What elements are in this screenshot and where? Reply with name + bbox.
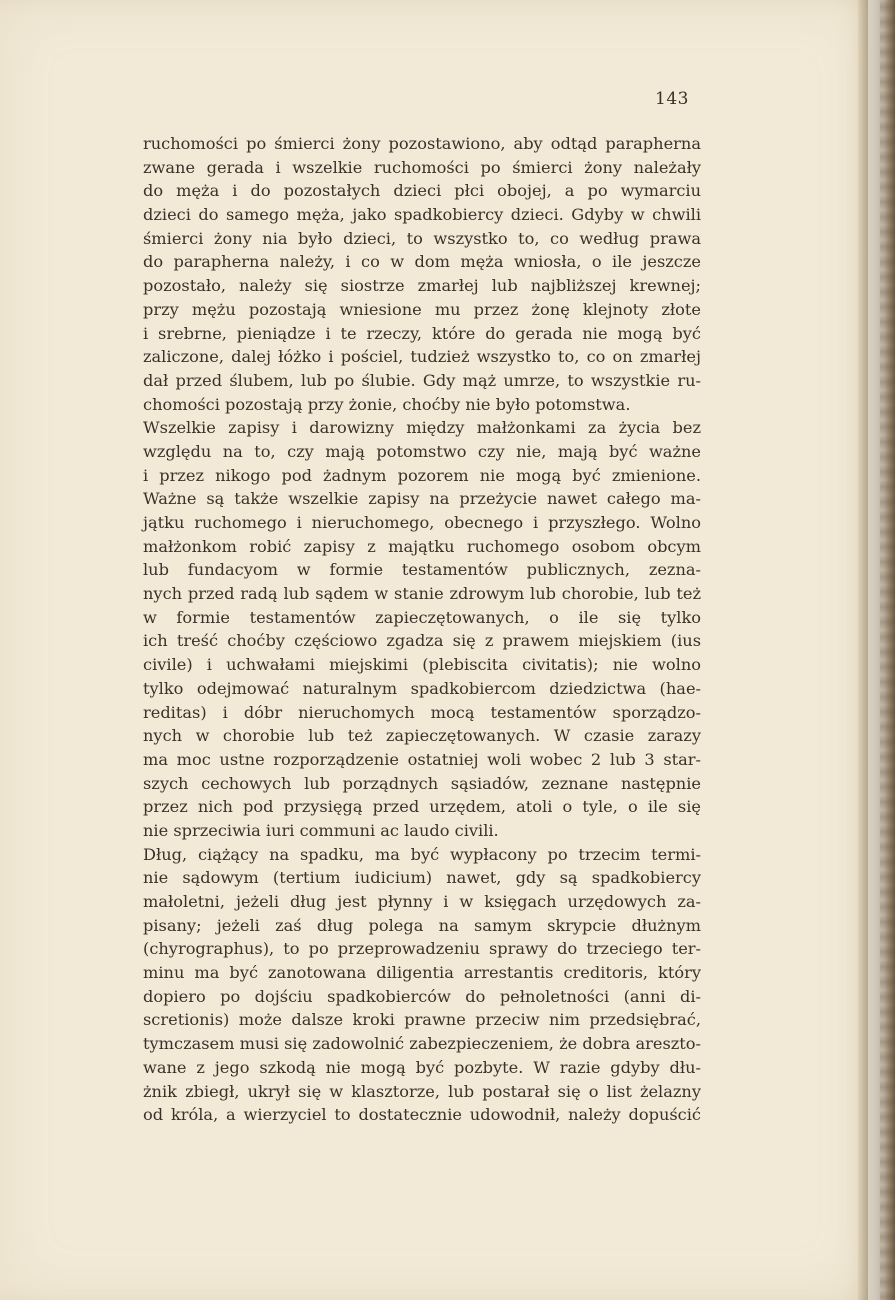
text-line: wane z jego szkodą nie mogą być pozbyte. W razie gdyby dłu- [143, 1057, 701, 1077]
text-line: śmierci żony nia było dzieci, to wszystko to, co według prawa [143, 228, 701, 248]
text-line: dał przed ślubem, lub po ślubie. Gdy mąż umrze, to wszystkie ru- [143, 370, 701, 390]
text-line: nie sprzeciwia iuri communi ac laudo civili. [143, 820, 499, 840]
text-line: jątku ruchomego i nieruchomego, obecnego i przyszłego. Wolno [143, 513, 701, 532]
text-line: małżonkom robić zapisy z majątku ruchomego osobom obcym [143, 536, 701, 556]
text-line: żnik zbiegł, ukrył się w klasztorze, lub postarał się o list żelazny [143, 1081, 701, 1101]
text-line: w formie testamentów zapieczętowanych, o ile się tylko [143, 607, 701, 627]
text-line: małoletni, jeżeli dług jest płynny i w księgach urzędowych za- [143, 892, 701, 911]
text-line: civile) i uchwałami miejskimi (plebiscita civitatis); nie wolno [143, 655, 701, 675]
text-line: względu na to, czy mają potomstwo czy nie, mają być ważne [143, 441, 701, 461]
binding-torn-edge [880, 0, 895, 1300]
text-line: reditas) i dóbr nieruchomych mocą testamentów sporządzo- [143, 702, 701, 722]
text-line: (chyrographus), to po przeprowadzeniu sprawy do trzeciego ter- [143, 939, 701, 959]
text-line: do parapherna należy, i co w dom męża wniosła, o ile jeszcze [143, 252, 701, 272]
text-line: chomości pozostają przy żonie, choćby nie było potomstwa. [143, 394, 631, 414]
text-line: zwane gerada i wszelkie ruchomości po śmierci żony należały [143, 157, 701, 177]
text-line: Wszelkie zapisy i darowizny między małżonkami za życia bez [143, 418, 701, 438]
text-line: scretionis) może dalsze kroki prawne przeciw nim przedsiębrać, [143, 1010, 701, 1030]
text-line: pisany; jeżeli zaś dług polega na samym skrypcie dłużnym [143, 915, 701, 935]
page-number: 143 [655, 89, 689, 109]
text-line: ruchomości po śmierci żony pozostawiono, aby odtąd parapherna [143, 134, 701, 153]
text-line: nie sądowym (tertium iudicium) nawet, gdy są spadkobiercy [143, 868, 701, 888]
text-line: pozostało, należy się siostrze zmarłej lub najbliższej krewnej; [143, 276, 701, 296]
text-line: zaliczone, dalej łóżko i pościel, tudzież wszystko to, co on zmarłej [143, 347, 701, 367]
text-line: do męża i do pozostałych dzieci płci obojej, a po wymarciu [143, 181, 701, 201]
text-line: ma moc ustne rozporządzenie ostatniej woli wobec 2 lub 3 star- [143, 749, 701, 769]
text-line: tymczasem musi się zadowolnić zabezpieczeniem, że dobra aresztо- [143, 1034, 701, 1054]
text-line: ich treść choćby częściowo zgadza się z prawem miejskiem (ius [143, 631, 701, 651]
text-line: minu ma być zanotowana diligentia arrestantis creditoris, który [143, 963, 701, 983]
body-text [143, 132, 701, 1127]
text-line: od króla, a wierzyciel to dostatecznie udowodnił, należy dopuścić [143, 1105, 701, 1125]
text-line: i srebrne, pieniądze i te rzeczy, które do gerada nie mogą być [143, 323, 701, 343]
text-line: szych cechowych lub porządnych sąsiadów, zeznane następnie [143, 773, 701, 793]
text-line: i przez nikogo pod żadnym pozorem nie mogą być zmienione. [143, 465, 701, 485]
text-line: dzieci do samego męża, jako spadkobiercy dzieci. Gdyby w chwili [143, 205, 701, 225]
text-line: przez nich pod przysięgą przed urzędem, atoli o tyle, o ile się [143, 797, 701, 817]
text-line: lub fundacyom w formie testamentów publicznych, zezna- [143, 560, 701, 580]
text-line: przy mężu pozostają wniesione mu przez żonę klejnoty złote [143, 299, 701, 319]
text-line: Dług, ciążący na spadku, ma być wypłacony po trzecim termi- [143, 844, 701, 864]
text-line: dopiero po dojściu spadkobierców do pełnoletności (anni di- [143, 986, 701, 1006]
text-line: nych przed radą lub sądem w stanie zdrowym lub chorobie, lub też [143, 584, 701, 604]
text-line: nych w chorobie lub też zapieczętowanych. W czasie zarazy [143, 726, 701, 746]
text-line: tylko odejmować naturalnym spadkobiercom dziedzictwa (hae- [143, 678, 701, 698]
text-line: Ważne są także wszelkie zapisy na przeżycie nawet całego ma- [143, 489, 701, 509]
